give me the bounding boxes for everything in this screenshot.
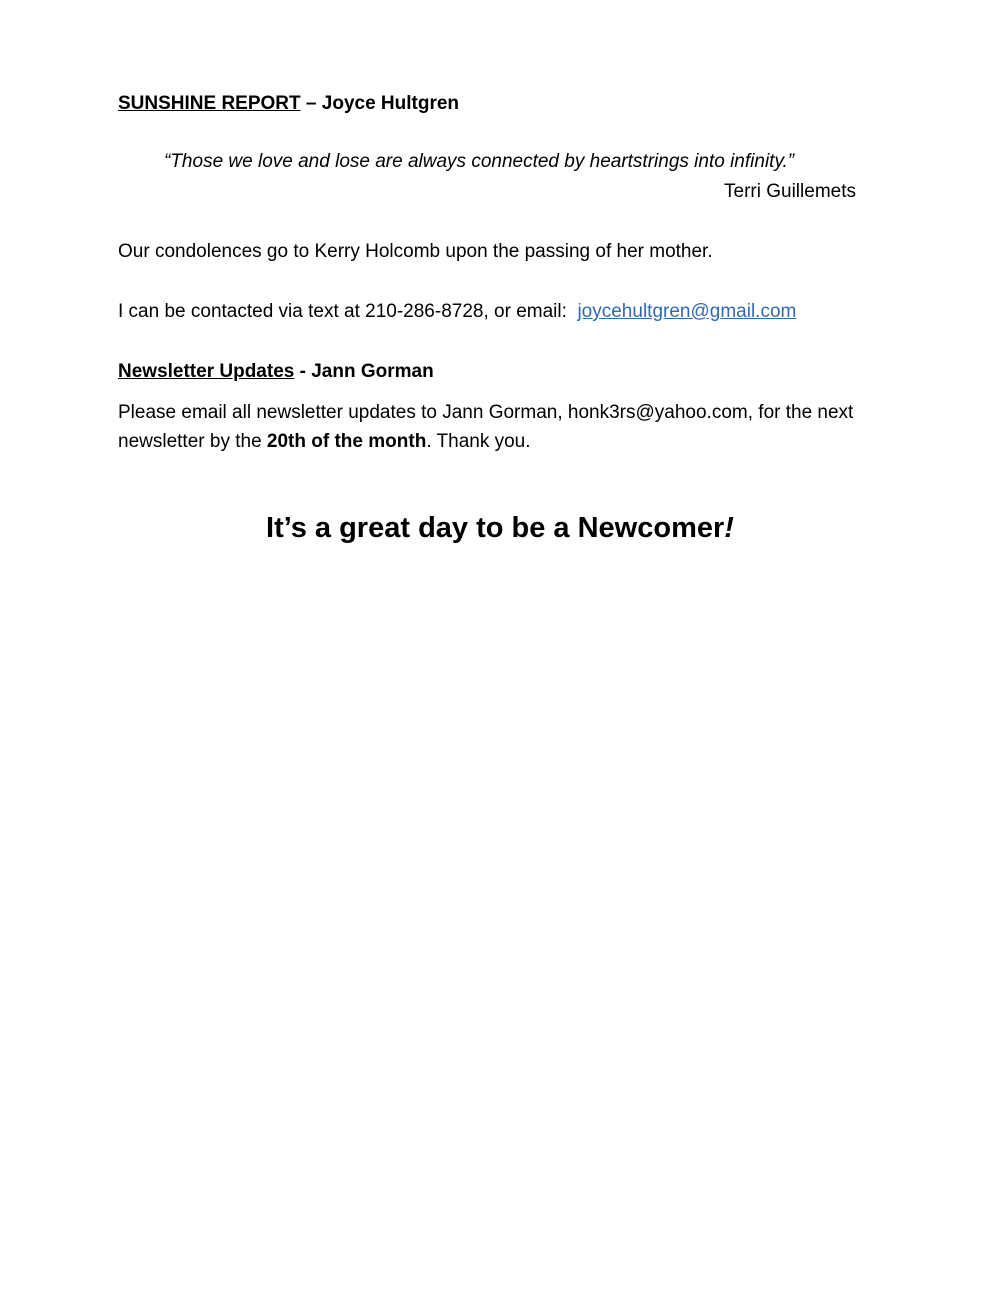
contact-prefix: I can be contacted via text at 210-286-8728, or email:	[118, 301, 578, 322]
contact-email-link[interactable]: joycehultgren@gmail.com	[577, 301, 797, 322]
newsletter-updates-body	[118, 398, 898, 456]
newsletter-body-prefix: Please email all newsletter updates to Jann Gorman, honk3rs@yahoo.com, for the next newsletter by the	[118, 402, 854, 452]
newsletter-updates-heading	[118, 358, 434, 386]
newsletter-updates-author: - Jann Gorman	[294, 361, 434, 382]
sunshine-report-title: SUNSHINE REPORT	[118, 93, 301, 114]
condolences-text: Our condolences go to Kerry Holcomb upon the passing of her mother.	[118, 241, 713, 262]
newsletter-deadline: 20th of the month	[266, 431, 427, 452]
sunshine-report-heading	[118, 90, 459, 118]
contact-line	[118, 298, 796, 326]
closing-slogan-text: It’s a great day to be a Newcomer	[266, 512, 725, 544]
newsletter-body-suffix: . Thank you.	[426, 431, 531, 452]
quote-text: “Those we love and lose are always connected by heartstrings into infinity.”	[164, 151, 795, 172]
closing-slogan-punctuation: !	[724, 512, 734, 544]
sunshine-report-author: – Joyce Hultgren	[300, 93, 460, 114]
closing-slogan	[0, 508, 1000, 548]
quote-author: Terri Guillemets	[724, 181, 856, 202]
newsletter-updates-title: Newsletter Updates	[118, 361, 295, 382]
